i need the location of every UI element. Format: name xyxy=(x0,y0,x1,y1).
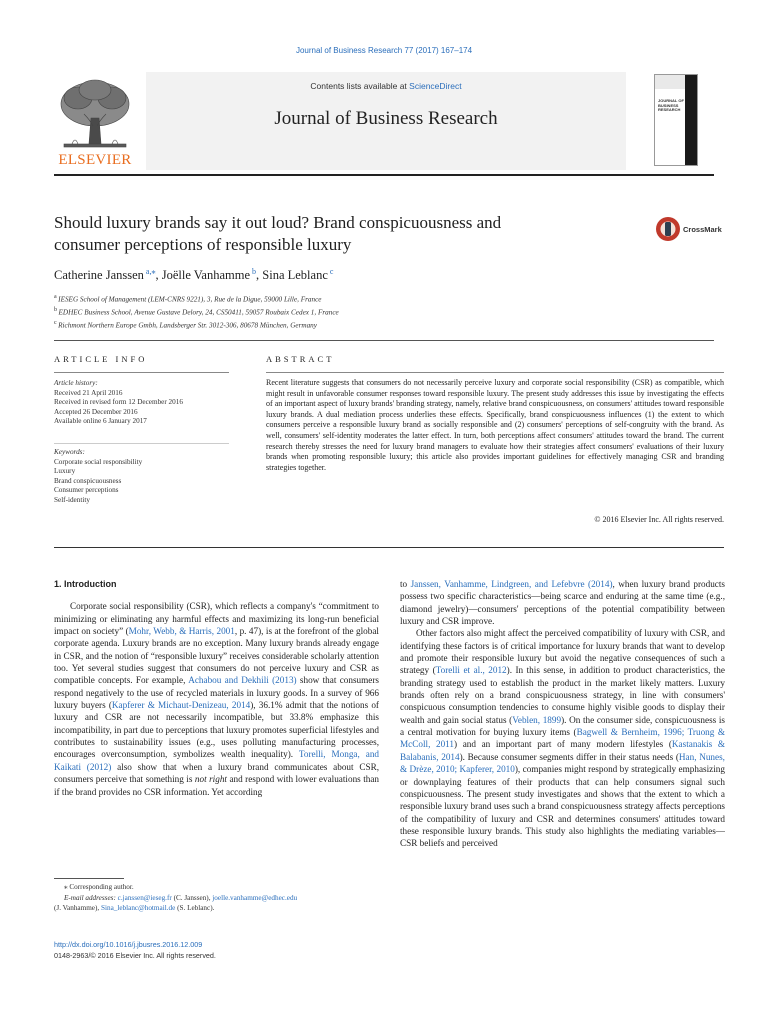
emphasis-text: not right xyxy=(194,774,227,785)
abstract-bottom-rule xyxy=(54,547,724,548)
article-title xyxy=(54,212,614,256)
citation-link[interactable]: Veblen, 1899 xyxy=(512,714,562,725)
affiliation-item xyxy=(54,318,339,331)
email-link-vanhamme[interactable]: joelle.vanhamme@edhec.edu xyxy=(212,893,298,902)
author-name: Joëlle Vanhamme xyxy=(161,268,251,283)
history-revised: Received in revised form 12 December 2016 xyxy=(54,398,183,407)
author-name: Catherine Janssen xyxy=(54,268,144,283)
email-link-leblanc[interactable]: Sina_leblanc@hotmail.de xyxy=(100,904,176,912)
body-column-right xyxy=(400,578,725,850)
history-online: Available online 6 January 2017 xyxy=(54,417,147,426)
history-received: Received 21 April 2016 xyxy=(54,388,123,397)
affiliation-text: EDHEC Business School, Avenue Gustave Delory, 24, CS50411, 59057 Roubaix Cedex 1, France xyxy=(58,308,339,317)
citation-link[interactable]: Torelli et al., 2012 xyxy=(435,665,507,676)
citation-link[interactable]: Kapferer & Michaut-Denizeau, 2014 xyxy=(111,700,251,711)
article-info-rule xyxy=(54,372,229,373)
citation-link[interactable]: Kastanakis & Balabanis, 2014 xyxy=(400,739,725,762)
affiliation-marker: c xyxy=(54,319,59,326)
citation-link[interactable]: Bagwell & Bernheim, 1996; Truong & McColl, 2011 xyxy=(400,727,725,750)
keyword-item: Self-identity xyxy=(54,495,90,504)
author-list: Catherine Janssen $^{a,⁎}$, Joëlle Vanhamme $^b$, Sina Leblanc $^c$ xyxy=(54,267,334,283)
section-heading-introduction: 1. Introduction xyxy=(54,579,117,589)
crossmark-icon xyxy=(655,216,681,242)
author-affiliation-marker[interactable]: a,⁎ xyxy=(143,267,156,276)
affiliation-text: IESEG School of Management (LEM-CNRS 9221), 3, Rue de la Digue, 59000 Lille, France xyxy=(58,295,322,304)
author-affiliation-marker[interactable]: b xyxy=(250,267,257,276)
email-owner-vanhamme: (J. Vanhamme), xyxy=(54,904,101,912)
affiliation-text: Richmont Northern Europe Gmbh, Landsberger Str. 3012-306, 80678 München, Germany xyxy=(58,321,317,330)
keyword-list xyxy=(54,448,234,506)
contents-line xyxy=(146,81,626,91)
keyword-item: Brand conspicuousness xyxy=(54,476,122,485)
journal-citation-link[interactable]: Journal of Business Research 77 (2017) 167–174 xyxy=(295,46,473,55)
keywords-divider xyxy=(54,443,229,444)
abstract-rule xyxy=(266,372,724,373)
abstract-heading: ABSTRACT xyxy=(266,354,335,364)
citation-link[interactable]: Han, Nunes, & Drèze, 2010; Kapferer, 2010 xyxy=(400,751,725,775)
doi-link[interactable]: http://dx.doi.org/10.1016/j.jbusres.2016.12.009 xyxy=(54,940,203,949)
email-link-janssen[interactable]: c.janssen@ieseg.fr xyxy=(117,893,172,902)
email-line-2 xyxy=(54,903,384,914)
body-column-left xyxy=(54,578,379,798)
header-divider xyxy=(54,174,714,176)
crossmark-label: CrossMark xyxy=(683,225,722,234)
author-name: Sina Leblanc xyxy=(262,268,328,283)
affiliation-item xyxy=(54,292,339,305)
sciencedirect-link[interactable]: ScienceDirect xyxy=(409,81,462,91)
keyword-item: Consumer perceptions xyxy=(54,486,119,495)
footnotes xyxy=(54,882,384,914)
keyword-item: Corporate social responsibility xyxy=(54,457,143,466)
crossmark-badge[interactable] xyxy=(655,216,727,244)
citation-link[interactable]: Torelli, Monga, and Kaikati (2012) xyxy=(54,749,380,772)
issn-copyright: 0148-2963/© 2016 Elsevier Inc. All rights reserved. xyxy=(54,950,216,960)
affiliation-marker: b xyxy=(54,306,59,313)
citation-link[interactable]: Achabou and Dekhili (2013) xyxy=(188,675,297,686)
article-history xyxy=(54,379,234,427)
journal-banner xyxy=(146,72,626,170)
paragraph: Corporate social responsibility (CSR), which reflects a company's “commitment to minimizing or eliminating any harmful effects and maximizing its long-run beneficial impact on society” (Mohr, Webb, & Harris, 2001, p. 47), is at the forefront of the global corporate agenda. Luxury brands are no exception. Many luxury brands already engage in CSR, and the notion of “responsible luxury” receives considerable scholarly attention too. Yet several studies suggest that consumers do not perceive luxury and CSR as compatible concepts. For example, Achabou and Dekhili (2013) show that consumers respond negatively to the use of recycled materials in luxury goods. In a survey of 966 luxury buyers (Kapferer & Michaut-Denizeau, 2014), 36.1% admit that the notions of luxury and CSR are not necessarily incompatible, but 33.8% emphasize this incompatibility, in part due to perceptions that luxury promotes superficial lifestyles and contributes to sustainability issues (e.g., uses polluting manufacturing processes, encourages overconsumption, symbolizes wealth inequality). Torelli, Monga, and Kaikati (2012) also show that when a luxury brand communicates about CSR, consumers perceive that something is not right and respond with lower evaluations than if the brand provides no CSR information. Yet according xyxy=(54,601,380,797)
paragraph: Other factors also might affect the perceived compatibility of luxury with CSR, and identifying these factors is of critical importance for luxury brands that want to develop and promote their responsible luxury but avoid the negative consequences of such a strategy (Torelli et al., 2012). In this sense, in addition to product characteristics, the branding strategy used to establish the product in the market likely matters. Luxury brands often rely on a brand conspicuousness strategy, in line with consumers' conspicuous consumption tendencies to consume highly visible goods to display their wealth and gain social status (Veblen, 1899). On the consumer side, conspicuousness is a central motivation for buying luxury items (Bagwell & Bernheim, 1996; Truong & McColl, 2011) and an important part of many modern lifestyles (Kastanakis & Balabanis, 2014). Because consumer segments differ in their status needs (Han, Nunes, & Drèze, 2010; Kapferer, 2010), companies might respond by strategically emphasizing or downplaying features of their products that can help consumers signal such conspicuousness. The present study investigates and shows that the extent to which a responsible luxury brand uses such a brand conspicuousness strategy affects perceptions of the compatibility of luxury and CSR and determines consumers' attitudes toward these responsible luxury brands. This study also highlights the mediating variables—CSR beliefs and perceived xyxy=(400,628,725,849)
journal-name: Journal of Business Research xyxy=(274,108,498,129)
email-line xyxy=(54,893,384,904)
citation-link[interactable]: Mohr, Webb, & Harris, 2001 xyxy=(128,626,235,637)
article-info-top-rule xyxy=(54,340,714,341)
abstract-text: Recent literature suggests that consumers do not necessarily perceive luxury and corporate social responsibility (CSR) as compatible, which might result in unfavorable consumer responses toward responsible luxury. The present study addresses this issue by investigating the effects of an important aspect of luxury brands' branding strategy, namely, relative brand conspicuousness, on consumers' attitudes toward responsible luxury brands. A dual mediation process underlies these effects. Specifically, brand conspicuousness influences (1) the extent to which consumers perceive a responsible luxury brand as socially responsible and (2) consumers' perceptions of self-congruity with the brand. As well, consumers' self-identity moderates the latter effect. In turn, both perceptions affect consumers' attitudes toward the brand. The current research thereby stresses the need for luxury brand managers to evaluate how their strategies affect consumers' evaluations of their luxury brands when promoting responsible luxury; this article also provides important guidelines for effectively managing CSR and branding strategies together. xyxy=(266,378,724,472)
abstract-copyright: © 2016 Elsevier Inc. All rights reserved. xyxy=(594,515,724,524)
keyword-item: Luxury xyxy=(54,467,76,476)
affiliation-item xyxy=(54,305,339,318)
corresponding-author-note: ⁎ Corresponding author. xyxy=(64,883,134,891)
history-accepted: Accepted 26 December 2016 xyxy=(54,407,138,416)
article-info-heading: ARTICLE INFO xyxy=(54,354,148,364)
email-label: E-mail addresses: xyxy=(64,893,118,902)
email-owner-janssen: (C. Janssen), xyxy=(171,893,213,902)
affiliation-marker: a xyxy=(54,294,59,300)
paragraph: to Janssen, Vanhamme, Lindgreen, and Lefebvre (2014), when luxury brand products possess two specific characteristics—being scarce and enduring at the same time (e.g., diamond jewelry)—consumers' perceptions of the potential compatibility between luxury and CSR improve. xyxy=(400,579,725,627)
journal-header xyxy=(54,72,714,170)
article-title-line-2: consumer perceptions of responsible luxury xyxy=(54,235,352,254)
article-title-line-1: Should luxury brands say it out loud? Brand conspicuousness and xyxy=(54,213,502,232)
author-affiliation-marker[interactable]: c xyxy=(327,267,334,276)
keywords-label: Keywords: xyxy=(54,448,85,456)
cover-spine-strip xyxy=(685,75,697,165)
doi-block xyxy=(54,940,216,961)
cover-title: JOURNAL OF BUSINESS RESEARCH xyxy=(658,98,684,112)
article-history-label: Article history: xyxy=(54,379,98,387)
affiliation-list xyxy=(54,292,339,331)
footnote-divider xyxy=(54,878,124,879)
elsevier-wordmark: ELSEVIER xyxy=(58,152,132,168)
journal-cover-thumbnail xyxy=(654,74,698,166)
contents-prefix: Contents lists available at xyxy=(310,81,410,91)
citation-link[interactable]: Janssen, Vanhamme, Lindgreen, and Lefebvre (2014) xyxy=(410,579,613,589)
email-owner-leblanc: (S. Leblanc). xyxy=(175,904,215,912)
